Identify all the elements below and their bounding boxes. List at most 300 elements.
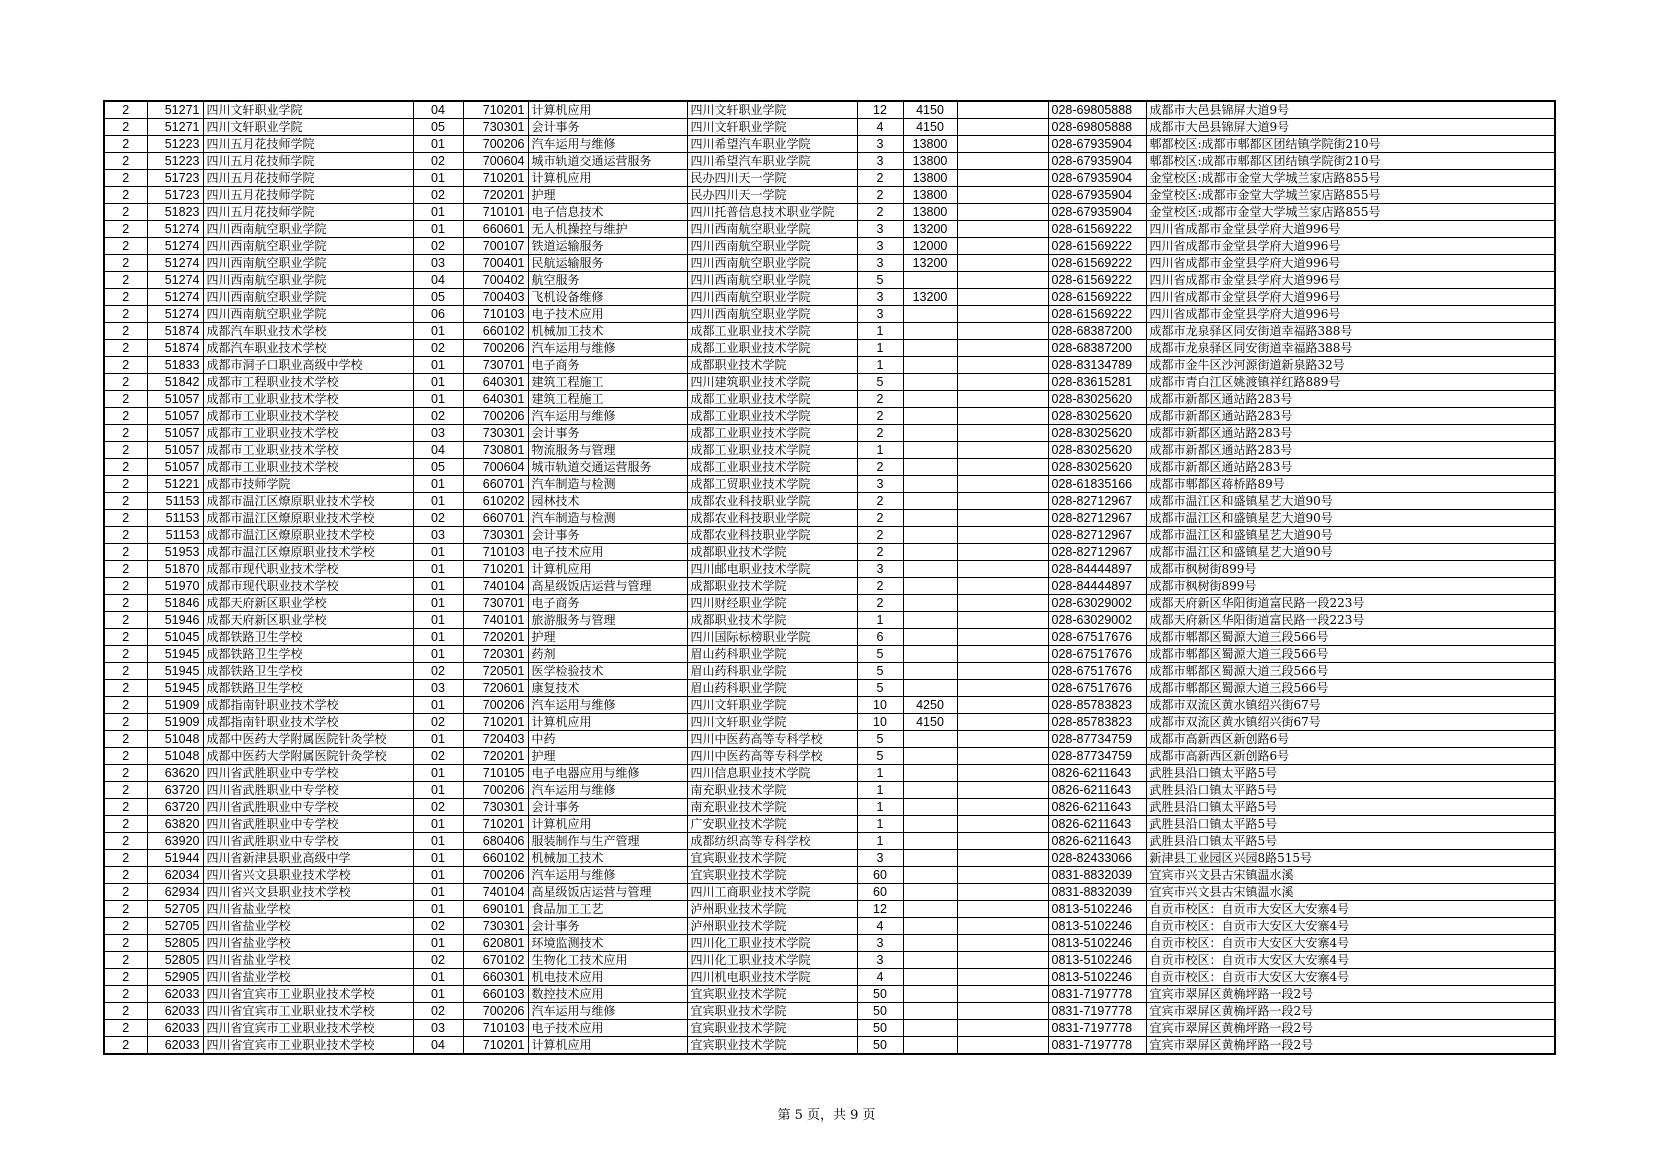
major-code-cell: 730301 <box>463 119 528 136</box>
address-cell: 成都市枫树街899号 <box>1146 578 1555 595</box>
table-row <box>104 238 1555 255</box>
batch-cell: 2 <box>104 986 147 1003</box>
major-seq-cell: 01 <box>413 204 463 221</box>
school-name-cell: 成都铁路卫生学校 <box>203 629 413 646</box>
major-seq-cell: 01 <box>413 884 463 901</box>
major-code-cell: 660701 <box>463 510 528 527</box>
school-code-cell: 51944 <box>147 850 203 867</box>
phone-cell: 028-83025620 <box>1048 442 1146 459</box>
major-name-cell: 汽车运用与维修 <box>528 136 687 153</box>
tuition-cell <box>903 901 957 918</box>
school-code-cell: 51057 <box>147 391 203 408</box>
tuition-cell <box>903 408 957 425</box>
major-name-cell: 汽车制造与检测 <box>528 510 687 527</box>
plan-count-cell: 1 <box>857 357 903 374</box>
major-name-cell: 汽车运用与维修 <box>528 697 687 714</box>
tuition-cell <box>903 476 957 493</box>
major-code-cell: 670102 <box>463 952 528 969</box>
major-seq-cell: 01 <box>413 612 463 629</box>
address-cell: 成都市双流区黄水镇绍兴街67号 <box>1146 714 1555 731</box>
batch-cell: 2 <box>104 272 147 289</box>
major-seq-cell: 01 <box>413 765 463 782</box>
major-name-cell: 医学检验技术 <box>528 663 687 680</box>
table-row <box>104 408 1555 425</box>
address-cell: 成都市金牛区沙河源街道新泉路32号 <box>1146 357 1555 374</box>
remark-cell <box>957 527 1048 544</box>
major-code-cell: 680406 <box>463 833 528 850</box>
partner-college-cell: 成都职业技术学院 <box>687 357 857 374</box>
table-row <box>104 510 1555 527</box>
school-name-cell: 四川省兴文县职业技术学校 <box>203 867 413 884</box>
address-cell: 自贡市校区：自贡市大安区大安寨4号 <box>1146 918 1555 935</box>
school-code-cell: 51153 <box>147 527 203 544</box>
school-code-cell: 51153 <box>147 510 203 527</box>
phone-cell: 0813-5102246 <box>1048 901 1146 918</box>
tuition-cell <box>903 595 957 612</box>
major-seq-cell: 04 <box>413 442 463 459</box>
address-cell: 自贡市校区：自贡市大安区大安寨4号 <box>1146 952 1555 969</box>
table-row <box>104 663 1555 680</box>
tuition-cell <box>903 544 957 561</box>
table-row <box>104 476 1555 493</box>
remark-cell <box>957 170 1048 187</box>
major-seq-cell: 01 <box>413 493 463 510</box>
major-code-cell: 710201 <box>463 816 528 833</box>
school-name-cell: 四川省武胜职业中专学校 <box>203 833 413 850</box>
plan-count-cell: 5 <box>857 272 903 289</box>
remark-cell <box>957 986 1048 1003</box>
batch-cell: 2 <box>104 289 147 306</box>
plan-count-cell: 3 <box>857 153 903 170</box>
plan-count-cell: 3 <box>857 306 903 323</box>
major-seq-cell: 05 <box>413 459 463 476</box>
major-code-cell: 710105 <box>463 765 528 782</box>
major-name-cell: 物流服务与管理 <box>528 442 687 459</box>
batch-cell: 2 <box>104 101 147 119</box>
school-name-cell: 四川五月花技师学院 <box>203 204 413 221</box>
table-row <box>104 544 1555 561</box>
plan-count-cell: 60 <box>857 867 903 884</box>
school-code-cell: 51953 <box>147 544 203 561</box>
partner-college-cell: 成都农业科技职业学院 <box>687 510 857 527</box>
partner-college-cell: 宜宾职业技术学院 <box>687 1020 857 1037</box>
partner-college-cell: 成都纺织高等专科学校 <box>687 833 857 850</box>
major-seq-cell: 01 <box>413 646 463 663</box>
address-cell: 成都市郫都区蜀源大道三段566号 <box>1146 629 1555 646</box>
major-code-cell: 700403 <box>463 289 528 306</box>
phone-cell: 0831-8832039 <box>1048 884 1146 901</box>
partner-college-cell: 四川国际标榜职业学院 <box>687 629 857 646</box>
address-cell: 成都市枫树街899号 <box>1146 561 1555 578</box>
partner-college-cell: 四川财经职业学院 <box>687 595 857 612</box>
school-name-cell: 成都市工业职业技术学校 <box>203 425 413 442</box>
school-code-cell: 51823 <box>147 204 203 221</box>
major-seq-cell: 01 <box>413 357 463 374</box>
phone-cell: 028-69805888 <box>1048 101 1146 119</box>
phone-cell: 0813-5102246 <box>1048 952 1146 969</box>
major-name-cell: 电子技术应用 <box>528 544 687 561</box>
major-name-cell: 汽车运用与维修 <box>528 782 687 799</box>
major-code-cell: 730301 <box>463 918 528 935</box>
plan-count-cell: 2 <box>857 408 903 425</box>
table-row <box>104 323 1555 340</box>
table-row <box>104 561 1555 578</box>
major-name-cell: 会计事务 <box>528 799 687 816</box>
plan-count-cell: 1 <box>857 323 903 340</box>
batch-cell: 2 <box>104 833 147 850</box>
phone-cell: 028-84444897 <box>1048 578 1146 595</box>
partner-college-cell: 四川文轩职业学院 <box>687 101 857 119</box>
address-cell: 成都市大邑县锦屏大道9号 <box>1146 119 1555 136</box>
batch-cell: 2 <box>104 204 147 221</box>
school-code-cell: 51723 <box>147 187 203 204</box>
partner-college-cell: 四川希望汽车职业学院 <box>687 136 857 153</box>
remark-cell <box>957 578 1048 595</box>
school-name-cell: 四川西南航空职业学院 <box>203 272 413 289</box>
phone-cell: 028-83134789 <box>1048 357 1146 374</box>
address-cell: 郫都校区:成都市郫都区团结镇学院街210号 <box>1146 153 1555 170</box>
major-code-cell: 710201 <box>463 101 528 119</box>
batch-cell: 2 <box>104 612 147 629</box>
school-code-cell: 51153 <box>147 493 203 510</box>
table-row <box>104 697 1555 714</box>
partner-college-cell: 成都职业技术学院 <box>687 578 857 595</box>
partner-college-cell: 宜宾职业技术学院 <box>687 1003 857 1020</box>
tuition-cell <box>903 884 957 901</box>
address-cell: 成都市高新西区新创路6号 <box>1146 748 1555 765</box>
plan-count-cell: 1 <box>857 765 903 782</box>
remark-cell <box>957 714 1048 731</box>
major-seq-cell: 01 <box>413 374 463 391</box>
remark-cell <box>957 272 1048 289</box>
remark-cell <box>957 323 1048 340</box>
batch-cell: 2 <box>104 476 147 493</box>
table-row <box>104 952 1555 969</box>
partner-college-cell: 眉山药科职业学院 <box>687 680 857 697</box>
school-code-cell: 51945 <box>147 680 203 697</box>
school-code-cell: 52705 <box>147 901 203 918</box>
plan-count-cell: 2 <box>857 204 903 221</box>
table-row <box>104 799 1555 816</box>
plan-count-cell: 2 <box>857 527 903 544</box>
plan-count-cell: 5 <box>857 680 903 697</box>
table-row <box>104 187 1555 204</box>
table-row <box>104 680 1555 697</box>
school-name-cell: 成都市工业职业技术学校 <box>203 391 413 408</box>
phone-cell: 028-63029002 <box>1048 612 1146 629</box>
major-name-cell: 护理 <box>528 629 687 646</box>
plan-count-cell: 2 <box>857 595 903 612</box>
school-code-cell: 51970 <box>147 578 203 595</box>
phone-cell: 028-83025620 <box>1048 408 1146 425</box>
remark-cell <box>957 101 1048 119</box>
major-code-cell: 610202 <box>463 493 528 510</box>
major-code-cell: 700604 <box>463 153 528 170</box>
address-cell: 成都市双流区黄水镇绍兴街67号 <box>1146 697 1555 714</box>
school-code-cell: 51048 <box>147 731 203 748</box>
school-code-cell: 63720 <box>147 799 203 816</box>
table-row <box>104 731 1555 748</box>
school-code-cell: 52805 <box>147 952 203 969</box>
school-code-cell: 51274 <box>147 221 203 238</box>
major-name-cell: 数控技术应用 <box>528 986 687 1003</box>
major-seq-cell: 01 <box>413 170 463 187</box>
major-name-cell: 康复技术 <box>528 680 687 697</box>
phone-cell: 028-67517676 <box>1048 629 1146 646</box>
phone-cell: 028-68387200 <box>1048 323 1146 340</box>
batch-cell: 2 <box>104 527 147 544</box>
tuition-cell <box>903 425 957 442</box>
tuition-cell <box>903 765 957 782</box>
remark-cell <box>957 816 1048 833</box>
plan-count-cell: 6 <box>857 629 903 646</box>
phone-cell: 028-69805888 <box>1048 119 1146 136</box>
table-row <box>104 765 1555 782</box>
batch-cell: 2 <box>104 901 147 918</box>
batch-cell: 2 <box>104 918 147 935</box>
major-code-cell: 720403 <box>463 731 528 748</box>
major-code-cell: 700107 <box>463 238 528 255</box>
major-code-cell: 710101 <box>463 204 528 221</box>
phone-cell: 0826-6211643 <box>1048 765 1146 782</box>
school-code-cell: 51874 <box>147 340 203 357</box>
table-row <box>104 816 1555 833</box>
tuition-cell <box>903 1020 957 1037</box>
plan-count-cell: 12 <box>857 101 903 119</box>
address-cell: 成都市新都区通站路283号 <box>1146 391 1555 408</box>
address-cell: 金堂校区:成都市金堂大学城兰家店路855号 <box>1146 204 1555 221</box>
plan-count-cell: 5 <box>857 731 903 748</box>
partner-college-cell: 四川西南航空职业学院 <box>687 221 857 238</box>
tuition-cell <box>903 272 957 289</box>
address-cell: 成都市高新西区新创路6号 <box>1146 731 1555 748</box>
school-name-cell: 成都市技师学院 <box>203 476 413 493</box>
partner-college-cell: 南充职业技术学院 <box>687 782 857 799</box>
batch-cell: 2 <box>104 952 147 969</box>
major-code-cell: 660701 <box>463 476 528 493</box>
remark-cell <box>957 153 1048 170</box>
school-name-cell: 四川省宜宾市工业职业技术学校 <box>203 1003 413 1020</box>
tuition-cell <box>903 493 957 510</box>
major-name-cell: 电子信息技术 <box>528 204 687 221</box>
phone-cell: 028-84444897 <box>1048 561 1146 578</box>
address-cell: 成都市郫都区蜀源大道三段566号 <box>1146 680 1555 697</box>
tuition-cell: 13800 <box>903 153 957 170</box>
school-code-cell: 51833 <box>147 357 203 374</box>
partner-college-cell: 眉山药科职业学院 <box>687 663 857 680</box>
table-row <box>104 204 1555 221</box>
major-code-cell: 640301 <box>463 374 528 391</box>
school-code-cell: 52705 <box>147 918 203 935</box>
tuition-cell <box>903 459 957 476</box>
batch-cell: 2 <box>104 646 147 663</box>
plan-count-cell: 3 <box>857 255 903 272</box>
tuition-cell <box>903 748 957 765</box>
major-name-cell: 计算机应用 <box>528 1037 687 1055</box>
partner-college-cell: 成都工业职业技术学院 <box>687 340 857 357</box>
school-name-cell: 四川省盐业学校 <box>203 935 413 952</box>
major-code-cell: 700206 <box>463 782 528 799</box>
major-code-cell: 710201 <box>463 561 528 578</box>
major-seq-cell: 01 <box>413 544 463 561</box>
major-code-cell: 740104 <box>463 884 528 901</box>
school-name-cell: 成都市温江区燎原职业技术学校 <box>203 493 413 510</box>
plan-count-cell: 4 <box>857 918 903 935</box>
address-cell: 武胜县沿口镇太平路5号 <box>1146 782 1555 799</box>
school-name-cell: 四川省新津县职业高级中学 <box>203 850 413 867</box>
remark-cell <box>957 935 1048 952</box>
partner-college-cell: 成都工业职业技术学院 <box>687 391 857 408</box>
address-cell: 成都市龙泉驿区同安街道幸福路388号 <box>1146 340 1555 357</box>
remark-cell <box>957 680 1048 697</box>
table-row <box>104 493 1555 510</box>
school-code-cell: 62033 <box>147 1003 203 1020</box>
school-name-cell: 四川省武胜职业中专学校 <box>203 816 413 833</box>
address-cell: 武胜县沿口镇太平路5号 <box>1146 765 1555 782</box>
tuition-cell <box>903 391 957 408</box>
address-cell: 成都市龙泉驿区同安街道幸福路388号 <box>1146 323 1555 340</box>
batch-cell: 2 <box>104 340 147 357</box>
batch-cell: 2 <box>104 374 147 391</box>
major-name-cell: 电子电器应用与维修 <box>528 765 687 782</box>
partner-college-cell: 四川中医药高等专科学校 <box>687 731 857 748</box>
address-cell: 成都市新都区通站路283号 <box>1146 408 1555 425</box>
phone-cell: 028-61569222 <box>1048 306 1146 323</box>
table-row <box>104 850 1555 867</box>
major-code-cell: 710201 <box>463 170 528 187</box>
school-name-cell: 四川省宜宾市工业职业技术学校 <box>203 986 413 1003</box>
batch-cell: 2 <box>104 221 147 238</box>
phone-cell: 028-67517676 <box>1048 646 1146 663</box>
school-name-cell: 成都市工业职业技术学校 <box>203 442 413 459</box>
phone-cell: 0831-7197778 <box>1048 1020 1146 1037</box>
batch-cell: 2 <box>104 187 147 204</box>
address-cell: 自贡市校区：自贡市大安区大安寨4号 <box>1146 935 1555 952</box>
plan-count-cell: 10 <box>857 697 903 714</box>
remark-cell <box>957 204 1048 221</box>
address-cell: 新津县工业园区兴园8路515号 <box>1146 850 1555 867</box>
school-code-cell: 63620 <box>147 765 203 782</box>
major-name-cell: 城市轨道交通运营服务 <box>528 459 687 476</box>
school-name-cell: 成都市工程职业技术学校 <box>203 374 413 391</box>
phone-cell: 028-82712967 <box>1048 544 1146 561</box>
major-name-cell: 计算机应用 <box>528 714 687 731</box>
tuition-cell <box>903 850 957 867</box>
tuition-cell: 13200 <box>903 221 957 238</box>
major-name-cell: 中药 <box>528 731 687 748</box>
remark-cell <box>957 544 1048 561</box>
batch-cell: 2 <box>104 119 147 136</box>
address-cell: 郫都校区:成都市郫都区团结镇学院街210号 <box>1146 136 1555 153</box>
school-name-cell: 四川西南航空职业学院 <box>203 289 413 306</box>
remark-cell <box>957 289 1048 306</box>
phone-cell: 028-61569222 <box>1048 238 1146 255</box>
major-code-cell: 700402 <box>463 272 528 289</box>
major-seq-cell: 02 <box>413 799 463 816</box>
tuition-cell: 13800 <box>903 204 957 221</box>
school-code-cell: 51909 <box>147 697 203 714</box>
batch-cell: 2 <box>104 782 147 799</box>
phone-cell: 0826-6211643 <box>1048 816 1146 833</box>
tuition-cell <box>903 340 957 357</box>
plan-count-cell: 3 <box>857 221 903 238</box>
partner-college-cell: 四川西南航空职业学院 <box>687 238 857 255</box>
phone-cell: 028-85783823 <box>1048 714 1146 731</box>
remark-cell <box>957 476 1048 493</box>
major-seq-cell: 02 <box>413 918 463 935</box>
major-code-cell: 720201 <box>463 629 528 646</box>
school-code-cell: 63820 <box>147 816 203 833</box>
partner-college-cell: 四川托普信息技术职业学院 <box>687 204 857 221</box>
partner-college-cell: 宜宾职业技术学院 <box>687 1037 857 1055</box>
major-seq-cell: 01 <box>413 731 463 748</box>
partner-college-cell: 四川文轩职业学院 <box>687 714 857 731</box>
plan-count-cell: 2 <box>857 493 903 510</box>
table-row <box>104 918 1555 935</box>
school-code-cell: 51057 <box>147 442 203 459</box>
school-name-cell: 成都市温江区燎原职业技术学校 <box>203 510 413 527</box>
school-name-cell: 四川省武胜职业中专学校 <box>203 782 413 799</box>
school-code-cell: 52905 <box>147 969 203 986</box>
major-code-cell: 720201 <box>463 748 528 765</box>
school-name-cell: 四川省武胜职业中专学校 <box>203 765 413 782</box>
partner-college-cell: 泸州职业技术学院 <box>687 918 857 935</box>
major-name-cell: 计算机应用 <box>528 816 687 833</box>
major-seq-cell: 01 <box>413 986 463 1003</box>
school-code-cell: 51045 <box>147 629 203 646</box>
major-code-cell: 730301 <box>463 527 528 544</box>
table-row <box>104 272 1555 289</box>
major-seq-cell: 01 <box>413 629 463 646</box>
plan-count-cell: 3 <box>857 850 903 867</box>
partner-college-cell: 南充职业技术学院 <box>687 799 857 816</box>
major-seq-cell: 01 <box>413 816 463 833</box>
table-row <box>104 714 1555 731</box>
school-name-cell: 四川五月花技师学院 <box>203 136 413 153</box>
remark-cell <box>957 782 1048 799</box>
plan-count-cell: 12 <box>857 901 903 918</box>
remark-cell <box>957 1020 1048 1037</box>
major-seq-cell: 04 <box>413 272 463 289</box>
address-cell: 金堂校区:成都市金堂大学城兰家店路855号 <box>1146 187 1555 204</box>
school-name-cell: 成都铁路卫生学校 <box>203 680 413 697</box>
table-row <box>104 340 1555 357</box>
school-name-cell: 四川西南航空职业学院 <box>203 221 413 238</box>
school-name-cell: 成都市工业职业技术学校 <box>203 408 413 425</box>
remark-cell <box>957 646 1048 663</box>
batch-cell: 2 <box>104 867 147 884</box>
phone-cell: 028-67935904 <box>1048 153 1146 170</box>
school-name-cell: 成都市温江区燎原职业技术学校 <box>203 544 413 561</box>
major-code-cell: 730701 <box>463 357 528 374</box>
table-row <box>104 578 1555 595</box>
remark-cell <box>957 442 1048 459</box>
tuition-cell <box>903 952 957 969</box>
plan-count-cell: 4 <box>857 119 903 136</box>
remark-cell <box>957 833 1048 850</box>
remark-cell <box>957 493 1048 510</box>
tuition-cell <box>903 374 957 391</box>
major-name-cell: 食品加工工艺 <box>528 901 687 918</box>
batch-cell: 2 <box>104 170 147 187</box>
plan-count-cell: 1 <box>857 442 903 459</box>
tuition-cell: 13200 <box>903 255 957 272</box>
table-row <box>104 459 1555 476</box>
major-seq-cell: 02 <box>413 663 463 680</box>
phone-cell: 028-82712967 <box>1048 510 1146 527</box>
table-row <box>104 901 1555 918</box>
major-name-cell: 计算机应用 <box>528 561 687 578</box>
